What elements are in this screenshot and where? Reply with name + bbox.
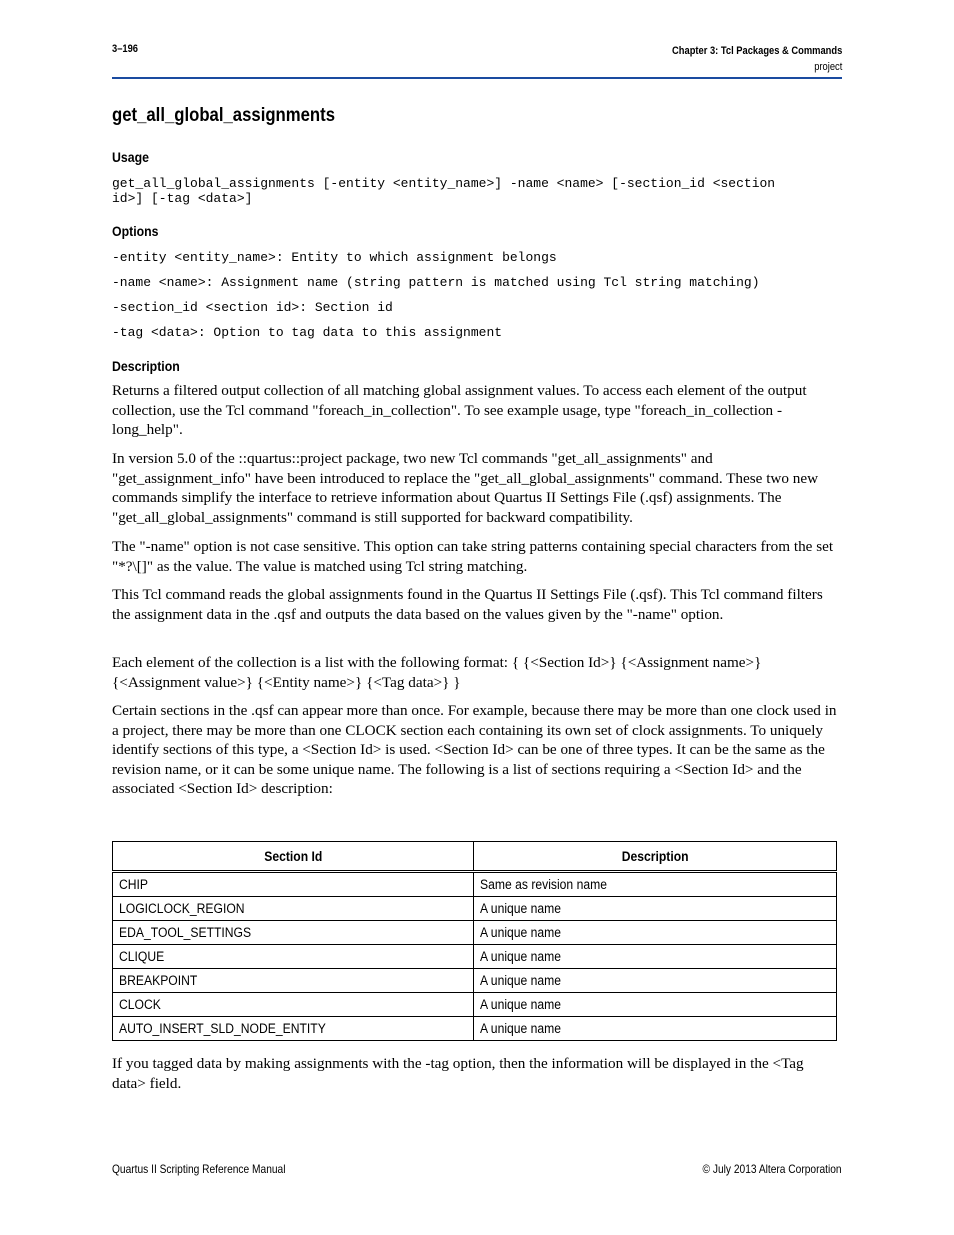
table-row <box>113 897 837 921</box>
option-entity: -entity <entity_name>: Entity to which assignment belongs <box>112 250 557 265</box>
table-cell: LOGICLOCK_REGION <box>113 897 474 921</box>
description-paragraph: The "-name" option is not case sensitive. This option can take string patterns containing special characters from the set "*?\[]" as the value. The value is matched using Tcl string matching. <box>112 538 834 575</box>
table-cell: A unique name <box>474 897 837 921</box>
description-paragraph: In version 5.0 of the ::quartus::project package, two new Tcl commands "get_all_assignments" and "get_assignment_info" have been introduced to replace the "get_all_global_assignments" command. These two new commands simplify the interface to retrieve information about Quartus II Settings File (.qsf) assignments. The "get_all_global_assignments" command is still supported for backward compatibility. <box>112 450 819 526</box>
table-row <box>113 921 837 945</box>
table-header-section-id: Section Id <box>113 842 474 872</box>
table-row <box>113 969 837 993</box>
table-row <box>113 993 837 1017</box>
option-tag: -tag <data>: Option to tag data to this assignment <box>112 325 503 340</box>
option-name: -name <name>: Assignment name (string pattern is matched using Tcl string matching) <box>112 275 760 290</box>
usage-line-1: get_all_global_assignments [-entity <entity_name>] -name <name> [-section_id <section <box>112 176 776 191</box>
table-row <box>113 1017 837 1041</box>
usage-line-2: id>] [-tag <data>] <box>112 191 253 206</box>
table-cell: EDA_TOOL_SETTINGS <box>113 921 474 945</box>
option-section-id: -section_id <section id>: Section id <box>112 300 393 315</box>
usage-heading: Usage <box>112 149 149 165</box>
section-name: project <box>813 61 842 73</box>
description-paragraph: This Tcl command reads the global assignments found in the Quartus II Settings File (.qsf). This Tcl command filters the assignment data in the .qsf and outputs the data based on the values given by the "-name" option. <box>112 586 823 623</box>
section-id-table <box>112 841 837 1041</box>
page-number: 3–196 <box>112 43 139 55</box>
table-cell: A unique name <box>474 993 837 1017</box>
footer-copyright: © July 2013 Altera Corporation <box>702 1162 842 1176</box>
page-title: get_all_global_assignments <box>112 105 336 126</box>
table-cell: A unique name <box>474 945 837 969</box>
table-header-description: Description <box>474 842 837 872</box>
table-cell: CLIQUE <box>113 945 474 969</box>
running-header <box>642 43 842 75</box>
table-cell: BREAKPOINT <box>113 969 474 993</box>
options-heading: Options <box>112 223 159 239</box>
chapter-title: Chapter 3: Tcl Packages & Commands <box>671 45 842 57</box>
table-cell: CHIP <box>113 872 474 897</box>
description-paragraph: Certain sections in the .qsf can appear more than once. For example, because there may be more than one clock used in a project, there may be more than one CLOCK section each containing its own set of clock assignments. To uniquely identify sections of this type, a <Section Id> is used. <Section Id> can be one of three types. It can be the same as the revision name, or it can be some unique name. The following is a list of sections requiring a <Section Id> and the associated <Section Id> description: <box>112 702 837 798</box>
table-cell: A unique name <box>474 1017 837 1041</box>
table-header-row <box>113 842 837 872</box>
table-cell: A unique name <box>474 921 837 945</box>
description-heading: Description <box>112 358 180 374</box>
table-cell: AUTO_INSERT_SLD_NODE_ENTITY <box>113 1017 474 1041</box>
header-rule <box>112 77 842 79</box>
table-row <box>113 872 837 897</box>
closing-paragraph: If you tagged data by making assignments with the -tag option, then the information will be displayed in the <Tag data> field. <box>112 1055 804 1092</box>
description-paragraph: Returns a filtered output collection of all matching global assignment values. To access each element of the output collection, use the Tcl command "foreach_in_collection". To see example usage, type "foreach_in_collection -long_help". <box>112 382 807 439</box>
table-row <box>113 945 837 969</box>
footer-manual-title: Quartus II Scripting Reference Manual <box>112 1162 286 1176</box>
table-cell: A unique name <box>474 969 837 993</box>
description-paragraph: Each element of the collection is a list with the following format: { {<Section Id>} {<Assignment name>} {<Assignment value>} {<Entity name>} {<Tag data>} } <box>112 654 762 691</box>
table-cell: Same as revision name <box>474 872 837 897</box>
table-cell: CLOCK <box>113 993 474 1017</box>
